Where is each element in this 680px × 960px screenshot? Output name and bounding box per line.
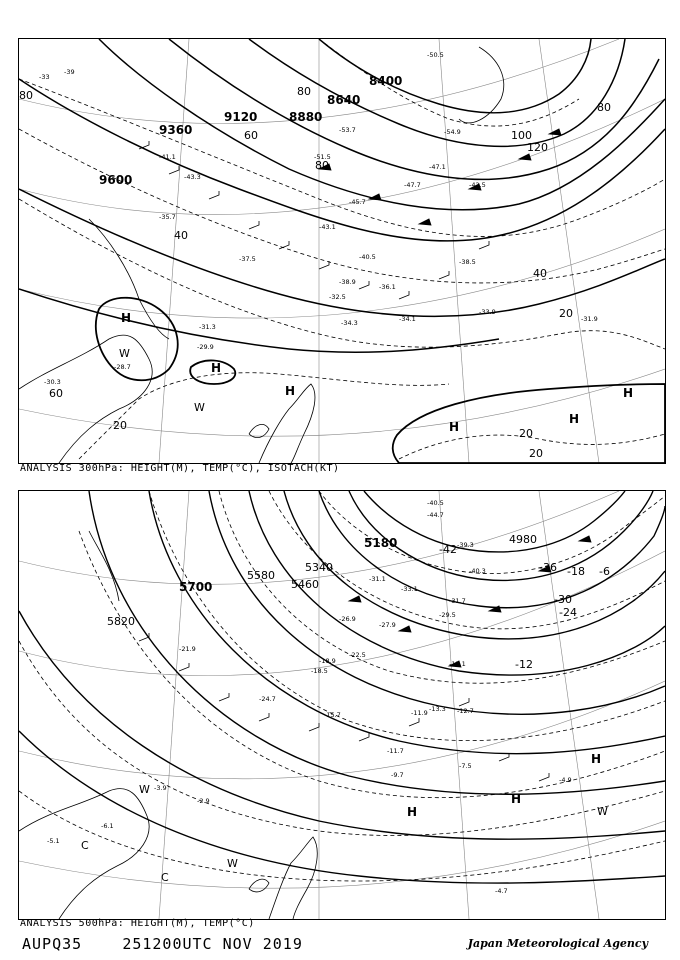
- svg-text:-53.7: -53.7: [339, 126, 356, 134]
- svg-text:-54.9: -54.9: [444, 128, 461, 136]
- svg-text:-31.3: -31.3: [199, 323, 216, 331]
- svg-text:-11.7: -11.7: [387, 747, 404, 755]
- svg-text:20: 20: [529, 447, 543, 460]
- high-center: H: [121, 311, 132, 325]
- temperature-values: [47, 499, 572, 895]
- svg-text:-40.3: -40.3: [469, 567, 486, 575]
- warm-center: W: [227, 857, 238, 870]
- svg-text:-44.7: -44.7: [427, 511, 444, 519]
- svg-text:80: 80: [297, 85, 311, 98]
- height-label: 9600: [99, 173, 133, 187]
- svg-text:-5.1: -5.1: [47, 837, 60, 845]
- svg-text:-26.9: -26.9: [339, 615, 356, 623]
- height-label: 5580: [247, 569, 275, 582]
- svg-text:-22.5: -22.5: [349, 651, 366, 659]
- svg-text:-11.9: -11.9: [411, 709, 428, 717]
- height-label: 8640: [327, 93, 361, 107]
- svg-text:-18: -18: [567, 565, 585, 578]
- height-label: 5340: [305, 561, 333, 574]
- svg-text:-15.1: -15.1: [449, 660, 466, 668]
- map-500hpa-canvas: [19, 491, 665, 919]
- map-300hpa-canvas: [19, 39, 665, 463]
- svg-text:-24: -24: [559, 606, 577, 619]
- svg-text:-24.7: -24.7: [259, 695, 276, 703]
- svg-text:-34.1: -34.1: [399, 315, 416, 323]
- temperature-values: [39, 51, 598, 386]
- svg-text:-12.7: -12.7: [457, 707, 474, 715]
- svg-text:-38.5: -38.5: [459, 258, 476, 266]
- svg-text:-4.7: -4.7: [495, 887, 508, 895]
- height-label: 5460: [291, 578, 319, 591]
- svg-text:-40.5: -40.5: [427, 499, 444, 507]
- svg-text:-33: -33: [39, 73, 50, 81]
- svg-text:-47.1: -47.1: [429, 163, 446, 171]
- height-label: 4980: [509, 533, 537, 546]
- svg-text:-29.9: -29.9: [197, 343, 214, 351]
- height-label: 9120: [224, 110, 258, 124]
- svg-text:-50.5: -50.5: [427, 51, 444, 59]
- high-center: H: [285, 384, 296, 398]
- svg-text:-2.9: -2.9: [197, 797, 210, 805]
- svg-text:-18.9: -18.9: [319, 657, 336, 665]
- svg-text:-42.5: -42.5: [469, 181, 486, 189]
- pressure-centers: [119, 311, 633, 434]
- high-center: H: [623, 386, 634, 400]
- svg-text:-38.9: -38.9: [339, 278, 356, 286]
- svg-text:40: 40: [174, 229, 188, 242]
- svg-text:60: 60: [244, 129, 258, 142]
- svg-text:-31.7: -31.7: [449, 597, 466, 605]
- wind-barbs: [139, 129, 561, 299]
- chart-code: AUPQ35: [22, 935, 83, 953]
- cold-center: C: [81, 839, 89, 852]
- high-center: H: [407, 805, 418, 819]
- warm-center: W: [139, 783, 150, 796]
- svg-text:-45.7: -45.7: [349, 198, 366, 206]
- map-500hpa: [18, 490, 666, 920]
- svg-text:-42: -42: [439, 543, 457, 556]
- height-label: 9360: [159, 123, 193, 137]
- svg-text:-30.3: -30.3: [44, 378, 61, 386]
- height-contours: [19, 491, 665, 883]
- map-300hpa-caption: ANALYSIS 300hPa: HEIGHT(M), TEMP(°C), ISOTACH(KT): [20, 463, 340, 474]
- high-contours: [96, 298, 665, 463]
- isotach-labels: [19, 85, 611, 460]
- svg-text:-33.9: -33.9: [479, 308, 496, 316]
- svg-text:100: 100: [511, 129, 532, 142]
- height-label: 8400: [369, 74, 403, 88]
- coastlines: [19, 531, 317, 919]
- height-label: 5700: [179, 580, 213, 594]
- svg-text:-30: -30: [554, 593, 572, 606]
- svg-text:-34.3: -34.3: [341, 319, 358, 327]
- svg-text:-28.7: -28.7: [114, 363, 131, 371]
- svg-text:-43.3: -43.3: [184, 173, 201, 181]
- svg-text:-31.9: -31.9: [581, 315, 598, 323]
- svg-text:40: 40: [533, 267, 547, 280]
- svg-text:-51.5: -51.5: [314, 153, 331, 161]
- svg-text:-35.7: -35.7: [159, 213, 176, 221]
- warm-center: W: [194, 401, 205, 414]
- chart-identifier: [22, 935, 303, 953]
- warm-center: W: [119, 347, 130, 360]
- pressure-centers: [81, 752, 608, 884]
- graticule: [19, 491, 665, 919]
- svg-text:120: 120: [527, 141, 548, 154]
- height-label: 5820: [107, 615, 135, 628]
- cold-center: C: [161, 871, 169, 884]
- high-center: H: [569, 412, 580, 426]
- svg-text:-6: -6: [599, 565, 610, 578]
- svg-text:-29.5: -29.5: [439, 611, 456, 619]
- svg-text:-40.5: -40.5: [359, 253, 376, 261]
- map-300hpa: [18, 38, 666, 464]
- svg-text:-3.9: -3.9: [154, 784, 167, 792]
- map-500hpa-caption: ANALYSIS 500hPa: HEIGHT(M), TEMP(°C): [20, 918, 255, 929]
- svg-text:-12: -12: [515, 658, 533, 671]
- svg-text:-27.9: -27.9: [379, 621, 396, 629]
- svg-text:-32.5: -32.5: [329, 293, 346, 301]
- warm-center: W: [597, 805, 608, 818]
- svg-text:-9.7: -9.7: [391, 771, 404, 779]
- coastlines: [19, 47, 504, 463]
- height-contours: [19, 39, 665, 352]
- svg-text:20: 20: [519, 427, 533, 440]
- high-center: H: [211, 361, 222, 375]
- svg-text:20: 20: [559, 307, 573, 320]
- agency-name: Japan Meteorological Agency: [467, 937, 648, 950]
- svg-text:-4.9: -4.9: [559, 776, 572, 784]
- svg-text:80: 80: [597, 101, 611, 114]
- svg-text:-18.5: -18.5: [311, 667, 328, 675]
- high-center: H: [511, 792, 522, 806]
- height-label: 5180: [364, 536, 398, 550]
- height-label: 8880: [289, 110, 323, 124]
- svg-text:60: 60: [49, 387, 63, 400]
- svg-text:-15.7: -15.7: [324, 711, 341, 719]
- svg-text:-43.1: -43.1: [319, 223, 336, 231]
- svg-text:-13.3: -13.3: [429, 705, 446, 713]
- svg-text:-39.3: -39.3: [457, 541, 474, 549]
- svg-text:-36: -36: [539, 561, 557, 574]
- svg-text:-47.7: -47.7: [404, 181, 421, 189]
- svg-text:-7.5: -7.5: [459, 762, 472, 770]
- svg-text:80: 80: [315, 159, 329, 172]
- svg-text:-41.1: -41.1: [159, 153, 176, 161]
- svg-text:80: 80: [19, 89, 33, 102]
- svg-text:-39: -39: [64, 68, 75, 76]
- svg-text:-33.1: -33.1: [401, 585, 418, 593]
- high-center: H: [591, 752, 602, 766]
- svg-text:-36.1: -36.1: [379, 283, 396, 291]
- svg-text:-21.9: -21.9: [179, 645, 196, 653]
- svg-text:-31.1: -31.1: [369, 575, 386, 583]
- high-center: H: [449, 420, 460, 434]
- chart-datetime: 251200UTC NOV 2019: [122, 935, 303, 953]
- svg-text:-6.1: -6.1: [101, 822, 114, 830]
- isotherms: [19, 491, 665, 881]
- svg-text:-37.5: -37.5: [239, 255, 256, 263]
- svg-text:20: 20: [113, 419, 127, 432]
